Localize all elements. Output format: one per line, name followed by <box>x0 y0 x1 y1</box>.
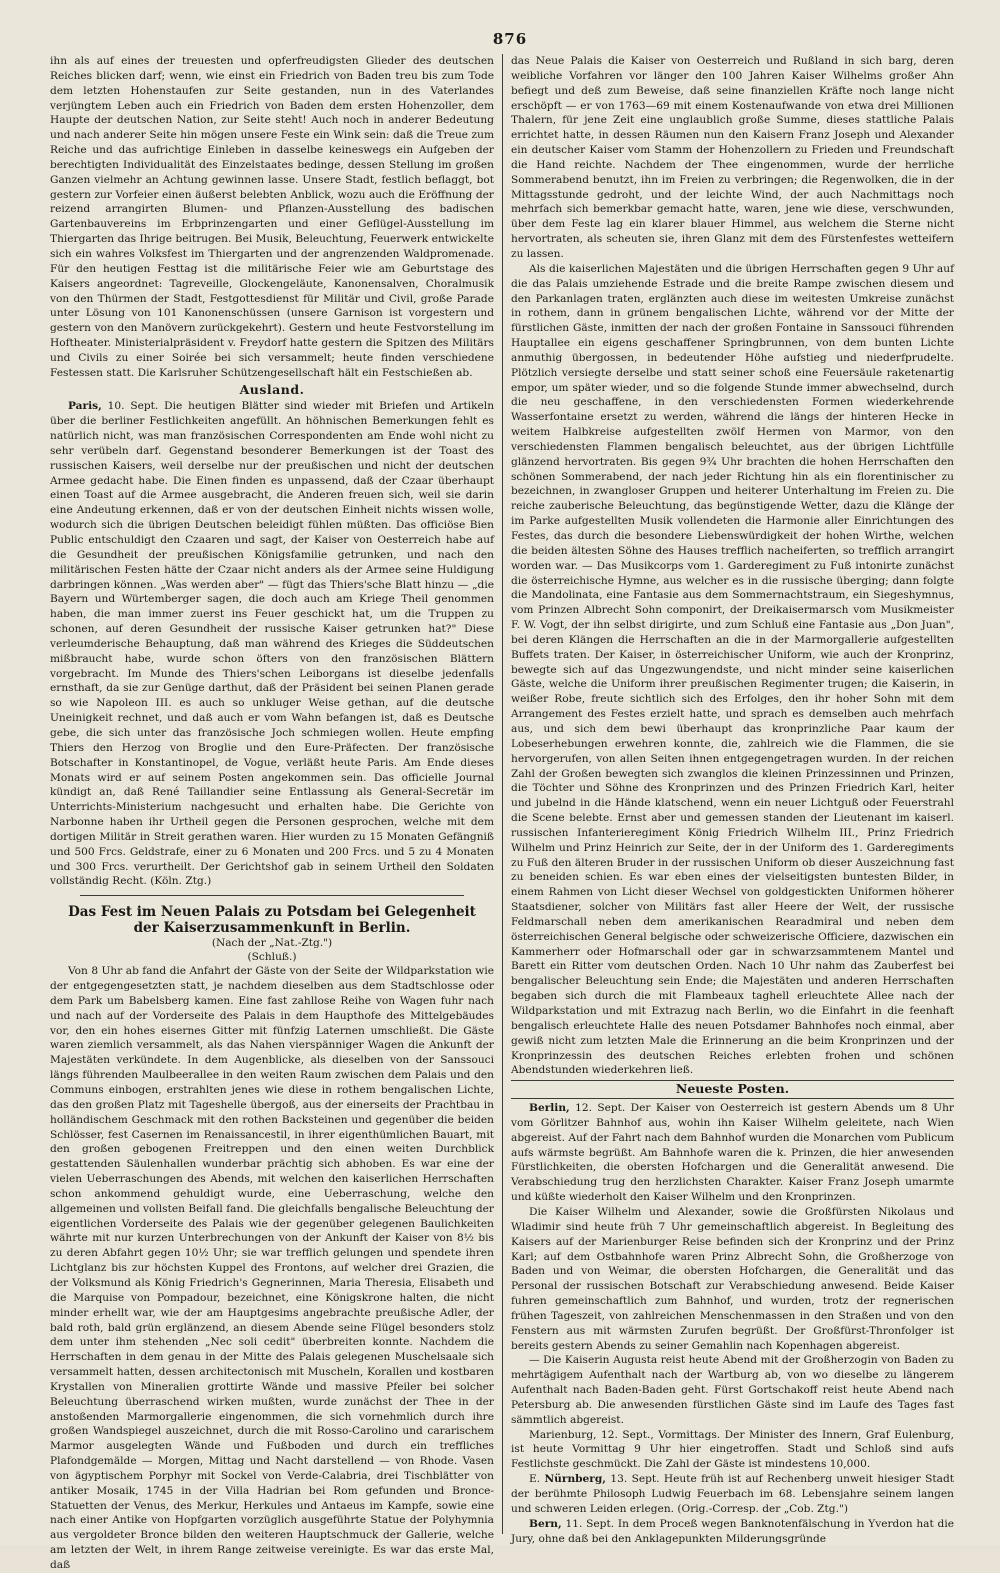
fest-article-text: Von 8 Uhr ab fand die Anfahrt der Gäste von der Seite der Wildparkstation wie der entgegengesetzten statt, je nachdem dieselben aus dem Stadtschlosse oder dem Park um Babelsberg kamen. Eine fast zahllose Reihe von Wagen fuhr nach und nach auf der Vorderseite des Palais in dem Haupthofe des Mittelgebäudes vor, den ein hohes eisernes Gitter mit fünfzig Laternen umschließt. Die Gäste waren ziemlich versammelt, als das Nahen vierspänniger Wagen die Ankunft der Majestäten verkündete. In dem Augenblicke, als dieselben von der Sanssouci längs führenden Maulbeerallee in den weiten Raum zwischen dem Palais und den Communs einbogen, erstrahlten jenes wie diese in rothem bengalischen Lichte, das den großen Platz mit Tageshelle übergoß, aus der einerseits der Prachtbau in holländischem Geschmack mit den rothen Backsteinen und gegenüber die beiden Schlösser, fest Casernen im Renaissancestil, in ihrer eigenthümlichen Bauart, mit den großen gebogenen Freitreppen und den einen weiten Durchblick gestattenden Säulenhallen wunderbar prächtig sich abhoben. Es war eine der vielen Ueberraschungen des Abends, mit welchen den kaiserlichen Herrschaften schon ankommend gehuldigt wurde, eine Ueberraschung, welche den allgemeinen und vollsten Beifall fand. Die gleichfalls bengalische Beleuchtung der eigentlichen Vorderseite des Palais wie der gegenüber gelegenen Baulichkeiten währte mit nur kurzen Unterbrechungen von der Ankunft der Kaiser von 8½ bis zu deren Abfahrt gegen 10½ Uhr; sie war trefflich gelungen und spendete ihren Lichtglanz bis zur höchsten Kuppel des Frontons, auf welcher drei Grazien, die der Volksmund als König Friedrich's Gegnerinnen, Maria Theresia, Elisabeth und die Marquise von Pompadour, bezeichnet, eine Königskrone halten, die nicht minder erhellt war, wie der am Hauptgesims angebrachte preußische Adler, der bald roth, bald grün erglänzend, an diesem Abende seine Flügel besonders stolz dem unter ihm stehenden „Nec soli cedit" überbreiten konnte. Nachdem die Herrschaften in dem genau in der Mitte des Palais gelegenen Muschelsaale sich versammelt hatten, dessen architectonisch mit Muscheln, Korallen und kostbaren Krystallen von Mineralien grottirte Wände und massive Pfeiler bei solcher Beleuchtung überraschend wirken mußten, wurde zunächst der Thee in der anstoßenden Marmorgallerie eingenommen, die sich vornehmlich durch ihre großen Wandspiegel auszeichnet, durch die mit Rosso-Carolino und cararischem Marmor ausgelegten Wände und Fußboden und durch ein treffliches Plafondgemälde — Morgen, Mittag und Nacht darstellend — von Rhode. Vasen von ägyptischem Porphyr mit Sockel von Verde-Calabria, drei Tischblätter von antiker Mosaik, 1745 in der Villa Hadrian bei Rom gefunden und Bronce-Statuetten der Venus, des Merkur, Herkules und Antaeus im Kampfe, sowie eine nach einer Antike von Hopfgarten vorzüglich ausgeführte Statue der Polyhymnia aus vergoldeter Bronce bilden den weiteren Hauptschmuck der Gallerie, welche am letzten der Welt, in ihrem Range zeitweise vereinigte. Es war das erste Mal, daß <box>50 965 494 1571</box>
right-column <box>502 54 954 1545</box>
columns <box>50 54 970 1571</box>
marienburg-article: Marienburg, 12. Sept., Vormittags. Der Minister des Innern, Graf Eulenburg, ist heute Vormittag 9 Uhr hier eingetroffen. Stadt und Schloß sind aufs Festlichste geschmückt. Die Zahl der Gäste ist mindestens 10,000. <box>511 1428 954 1471</box>
berlin-article-3: — Die Kaiserin Augusta reist heute Abend mit der Großherzogin von Baden zu mehrtägigem Aufenthalt nach der Wartburg ab, von wo dieselbe zu längerem Aufenthalt nach Baden-Baden geht. Fürst Gortschakoff reist heute Abend nach Petersburg ab. Die anwesenden fürstlichen Gäste sind im Laufe des Tages fast sämmtlich abgereist. <box>511 1354 954 1426</box>
berlin-text-1: 12. Sept. Der Kaiser von Oesterreich ist gestern Abends um 8 Uhr vom Görlitzer Bahnhof aus, wohin ihn Kaiser Wilhelm geleitete, nach Wien abgereist. Auf der Fahrt nach dem Bahnhof wurden die Monarchen vom Publicum aufs wärmste begrüßt. Am Bahnhofe waren die k. Prinzen, die hier anwesenden Fürstlichkeiten, die obersten Hofchargen und die Generalität anwesend. Die Verabschiedung trug den herzlichsten Charakter. Kaiser Franz Joseph umarmte und küßte wiederholt den Kaiser Wilhelm und den Kronprinzen. <box>511 1102 954 1204</box>
neueste-posten-heading: Neueste Posten. <box>511 1080 954 1099</box>
paris-date: 10. Sept. <box>107 400 159 413</box>
berlin-article-2: Die Kaiser Wilhelm und Alexander, sowie die Großfürsten Nikolaus und Wladimir sind heute früh 7 Uhr gemeinschaftlich abgereist. In Begleitung des Kaisers auf der Marienburger Reise befinden sich der Kronprinz und der Prinz Karl; auf dem Ostbahnhofe waren Prinz Albrecht Sohn, die Großherzoge von Baden und von Weimar, die obersten Hofchargen, die Generalität und das Personal der russischen Botschaft zur Verabschiedung anwesend. Beide Kaiser fuhren gemeinschaftlich zum Bahnhof, und wurden, trotz der regnerischen frühen Tageszeit, von zahlreichen Menschenmassen in den Straßen und von den Fenstern aus mit wärmsten Zurufen begrüßt. Der Großfürst-Thronfolger ist bereits gestern Abends zu seiner Gemahlin nach Kopenhagen abgereist. <box>511 1205 954 1352</box>
paris-article <box>50 399 494 889</box>
fest-heading-line2: der Kaiserzusammenkunft in Berlin. <box>133 920 411 937</box>
berlin-dateline: Berlin, <box>529 1102 570 1115</box>
bern-dateline: Bern, <box>529 1517 562 1530</box>
left-column <box>50 54 502 1571</box>
bern-text: 11. Sept. In dem Proceß wegen Banknotenfälschung in Yverdon hat die Jury, ohne daß bei den Anklagepunkten Milderungsgründe <box>511 1517 954 1545</box>
fest-heading-line1: Das Fest im Neuen Palais zu Potsdam bei Gelegenheit <box>68 904 476 921</box>
fest-paragraph-2: Als die kaiserlichen Majestäten und die übrigen Herrschaften gegen 9 Uhr auf die das Palais umziehende Estrade und die breite Rampe zwischen diesem und den Parkanlagen traten, erglänzten auch diese im weitesten Umkreise zunächst in rothem, dann in grünem bengalischen Lichte, während vor der Mitte der fürstlichen Gäste, inmitten der nach der großen Fontaine in Sanssouci führenden Hauptallee ein eigens geschaffener Springbrunnen, von dem bunten Lichte anmuthig übergossen, in bedeutender Höhe aufstieg und niederfprudelte. Plötzlich versiegte derselbe und statt seiner schoß eine Feuersäule raketenartig empor, um später wieder, und so die folgende Stunde immer abwechselnd, durch die neu geschaffene, in den verschiedensten Formen wiederkehrende Wasserfontaine ersetzt zu werden, während die längs der hinteren Hecke in weitem Halbkreise aufgestellten zwölf Hermen von Marmor, von den verschiedensten Flammen bengalisch beleuchtet, aus der übrigen Lichtfülle glänzend hervortraten. Bis gegen 9¾ Uhr brachten die hohen Herrschaften den schönen Sommerabend, der nach jeder Richtung hin als ein florentinischer zu bezeichnen, in zwangloser Gruppen und heiterer Unterhaltung im Freien zu. Die reiche zauberische Beleuchtung, das begünstigende Wetter, dazu die Klänge der im Parke aufgestellten Musik vollendeten die Harmonie aller Einrichtungen des Festes, das durch die besondere Liebenswürdigkeit der hohen Wirthe, welchen die beiden ältesten Söhne des Hauses trefflich nacheiferten, so trefflich arrangirt worden war. — Das Musikcorps vom 1. Garderegiment zu Fuß intonirte zunächst die österreichische Hymne, aus welcher es in die russische überging; dann folgte die Mandolinata, eine Fantasie aus dem Sommernachtstraum, ein Siegeshymnus, vom Prinzen Albrecht Sohn componirt, der Dreikaisermarsch vom Musikmeister F. W. Vogt, der ihn selbst dirigirte, und zum Schluß eine Fantasie aus „Don Juan", bei deren Klängen die Herrschaften an die in der Marmorgallerie aufgestellten Buffets traten. Der Kaiser, in österreichischer Uniform, wie auch der Kronprinz, bewegte sich auf das Ungezwungendste, und nicht minder seine kaiserlichen Gäste, welche die Uniform ihrer preußischen Regimenter trugen; die Kaiserin, in weißer Robe, freute sichtlich sich des Erfolges, den ihr hoher Sohn mit dem Arrangement des Festes erzielt hatte, und sprach es demselben auch mehrfach aus, und sich dem bewi überhaupt das kronprinzliche Paar kaum der Lobeserhebungen erwehren konnte, die, zahlreich wie die Flammen, die sie hervorgerufen, von allen Seiten ihnen entgegengetragen wurden. In der reichen Zahl der Großen bewegten sich zwanglos die kleinen Prinzessinnen und Prinzen, die Töchter und Söhne des Kronprinzen und des Prinzen Friedrich Karl, heiter und jubelnd in die Hände klatschend, wenn ein neuer Lichtguß oder Feuerstrahl die Scene belebte. Ernst aber und gemessen standen der Lieutenant im kaiserl. russischen Infanterieregiment König Friedrich Wilhelm III., Prinz Friedrich Wilhelm und Prinz Heinrich zur Seite, der in der Uniform des 1. Garderegiments zu Fuß den älteren Bruder in der russischen Uniform ob dieser Auszeichnung fast zu beneiden schien. Es war eben eines der vielseitigsten buntesten Bilder, in einem Rahmen von Licht dieser Wechsel von goldgestickten Uniformen höherer Staatsdiener, solcher von Militärs fast aller Heere der Welt, der russische Feldmarschall neben dem amerikanischen Rearadmiral und neben dem österreichischen General belgische oder schweizerische Officiere, dazwischen ein Kammerherr oder Hofmarschall oder gar in schwarzsammtenem Mantel und Barett ein Ritter vom deutschen Orden. Nach 10 Uhr nahm das Zauberfest bei bengalischer Beleuchtung sein Ende; die Majestäten und anderen Herrschaften begaben sich durch die mit Flambeaux taghell erleuchtete Allee nach der Wildparkstation und mit Extrazug nach Berlin, wo die Einfahrt in die feenhaft bengalisch erleuchtete Halle des neuen Potsdamer Bahnhofes noch einmal, aber gewiß nicht zum letzten Male die Erinnerung an die beim Kronprinzen und der Kronprinzessin des deutschen Reiches erlebten frohen und schönen Abendstunden wiederkehren ließ. <box>511 262 954 1077</box>
section-divider <box>80 895 464 896</box>
fest-continuation: das Neue Palais die Kaiser von Oesterreich und Rußland in sich barg, deren weibliche Vorfahren vor länger den 100 Jahren Kaiser Wilhelms großer Ahn befiegt und deß zum Beweise, daß seine finanziellen Kräfte noch lange nicht erschöpft — er von 1763—69 mit einem Kostenaufwande von etwa drei Millionen Thalern, für jene Zeit eine unglaublich große Summe, dieses stattliche Palais errichtet hatte, in dessen Räumen nun den Kaisern Franz Joseph und Alexander ein deutscher Kaiser vom Stamm der Hohenzollern zu Frieden und Freundschaft die Hand reichte. Nachdem der Thee eingenommen, wurde der herrliche Sommerabend benutzt, ihn im Freien zu verbringen; die Regenwolken, die in der Mittagsstunde gedroht, und der leichte Wind, der auch Nachmittags noch mehrfach sich bemerkbar gemacht hatte, waren, jene wie diese, verschwunden, über dem Feste lag ein klarer blauer Himmel, aus welchem die Sterne nicht hervortraten, als scheuten sie, ihren Glanz mit dem des Fürstenfestes wetteifern zu lassen. <box>511 55 954 260</box>
nuernberg-article <box>511 1472 954 1517</box>
bern-article <box>511 1517 954 1547</box>
berlin-article-1 <box>511 1101 954 1205</box>
nuernberg-text: 13. Sept. Heute früh ist auf Rechenberg unweit hiesiger Stadt der berühmte Philosoph Ludwig Feuerbach im 68. Lebensjahre seinem langen und schweren Leiden erlegen. (Orig.-Corresp. der „Cob. Ztg.") <box>511 1473 954 1515</box>
nuernberg-prefix: E. <box>529 1473 541 1486</box>
paris-dateline: Paris, <box>68 400 102 413</box>
opening-paragraph: ihn als auf eines der treuesten und opferfreudigsten Glieder des deutschen Reiches blicken darf; wenn, wie einst ein Friedrich von Baden treu bis zum Tode dem letzten Hohenstaufen zur Seite gestanden, nun in des Vaterlandes verjüngtem Leben auch ein Friedrich von Baden dem ersten Hohenzoller, dem Haupte der deutschen Nation, zur Seite steht! Auch noch in anderer Bedeutung und nach anderer Seite hin mögen unsere Feste ein Wink sein: daß die Treue zum Reiche und das aufrichtige Einleben in dasselbe keineswegs ein Aufgeben der berechtigten Individualität des Einzelstaates bedinge, dessen Stellung im großen Ganzen vielmehr an Achtung gewinnen lasse. Unsere Stadt, festlich beflaggt, bot gestern zur Vorfeier einen äußerst belebten Anblick, wozu auch die Eröffnung der reizend arrangirten Blumen- und Pflanzen-Ausstellung des badischen Gartenbauvereins im Erbprinzengarten und einer Geflügel-Ausstellung im Thiergarten das Ihrige beitrugen. Bei Musik, Beleuchtung, Feuerwerk entwickelte sich ein wahres Volksfest im Thiergarten und der angrenzenden Waldpromenade. Für den heutigen Festtag ist die militärische Feier wie am Geburtstage des Kaisers angeordnet: Tagreveille, Glockengeläute, Kanonensalven, Choralmusik von den Thürmen der Stadt, Festgottesdienst für Militär und Civil, große Parade unter Lösung von 101 Kanonenschüssen (unsere Garnison ist vorgestern und gestern von den Manövern zurückgekehrt). Gestern und heute Festvorstellung im Hoftheater. Ministerialpräsident v. Freydorf hatte gestern die Spitzen des Militärs und Civils zu einer Soirée bei sich versammelt; heute finden verschiedene Festessen statt. Die Karlsruher Schützengesellschaft hält ein Festschießen ab. <box>50 55 494 379</box>
fest-conclusion: (Schluß.) <box>247 951 297 964</box>
nuernberg-dateline: Nürnberg, <box>544 1473 606 1486</box>
fest-source: (Nach der „Nat.-Ztg.") <box>211 937 333 950</box>
paris-text: Die heutigen Blätter sind wieder mit Briefen und Artikeln über die berliner Festlichkeiten angefüllt. An höhnischen Bemerkungen fehlt es natürlich nicht, was man französischen Correspondenten am Ende wohl nicht zu sehr verübeln darf. Gegenstand besonderer Bemerkungen ist der Toast des russischen Kaisers, weil derselbe nur der preußischen und nicht der deutschen Armee gedacht habe. Die Einen finden es unpassend, daß der Czaar überhaupt einen Toast auf die Armee ausgebracht, die Anderen freuen sich, weil sie darin eine Andeutung erkennen, daß er von der deutschen Einheit nichts wissen wolle, wodurch sich die übrigen Deutschen beleidigt fühlen müßten. Das officiöse Bien Public entschuldigt den Czaaren und sagt, der Kaiser von Oesterreich habe auf die Gesundheit der preußischen Königsfamilie getrunken, und nach den militärischen Festen hätte der Czaar nicht anders als der Armee seine Huldigung darbringen können. „Was werden aber" — fügt das Thiers'sche Blatt hinzu — „die Bayern und Würtemberger sagen, die doch auch am Kriege Theil genommen haben, die man immer zuerst ins Feuer geschickt hat, um die Truppen zu schonen, auf deren Gesundheit der russische Kaiser getrunken hat?" Diese verleumderische Behauptung, daß man während des Krieges die Süddeutschen mißbraucht habe, wurde schon öfters von den französischen Blättern vorgebracht. Im Munde des Thiers'schen Leiborgans ist dieselbe jedenfalls ernsthaft, da sie zur Genüge darthut, daß der Präsident bei seinen Planen gerade so wie Napoleon III. es auch so unkluger Weise gethan, auf die deutsche Uneinigkeit rechnet, und daß auch er vom Wahn befangen ist, daß es Deutsche gebe, die sich unter das französische Joch schmiegen wollen. Heute empfing Thiers den Herzog von Broglie und den Eure-Präfecten. Der französische Botschafter in Konstantinopel, de Vogue, verläßt heute Paris. Am Ende dieses Monats wird er auf seinem Posten angekommen sein. Das officielle Journal kündigt an, daß René Taillandier seine Entlassung als General-Secretär im Unterrichts-Ministerium nachgesucht und erhalten habe. Die Gerichte von Narbonne haben ihr Urtheil gegen die Personen gesprochen, welche mit dem dortigen Militär in Streit gerathen waren. Hier wurden zu 15 Monaten Gefängniß und 500 Frcs. Geldstrafe, einer zu 6 Monaten und 200 Frcs. und 5 zu 4 Monaten und 300 Frcs. verurtheilt. Der Gerichtshof gab in seinem Urtheil den Soldaten vollständig Recht. (Köln. Ztg.) <box>50 400 495 888</box>
page-number: 876 <box>492 30 528 48</box>
ausland-heading: Ausland. <box>239 381 305 397</box>
